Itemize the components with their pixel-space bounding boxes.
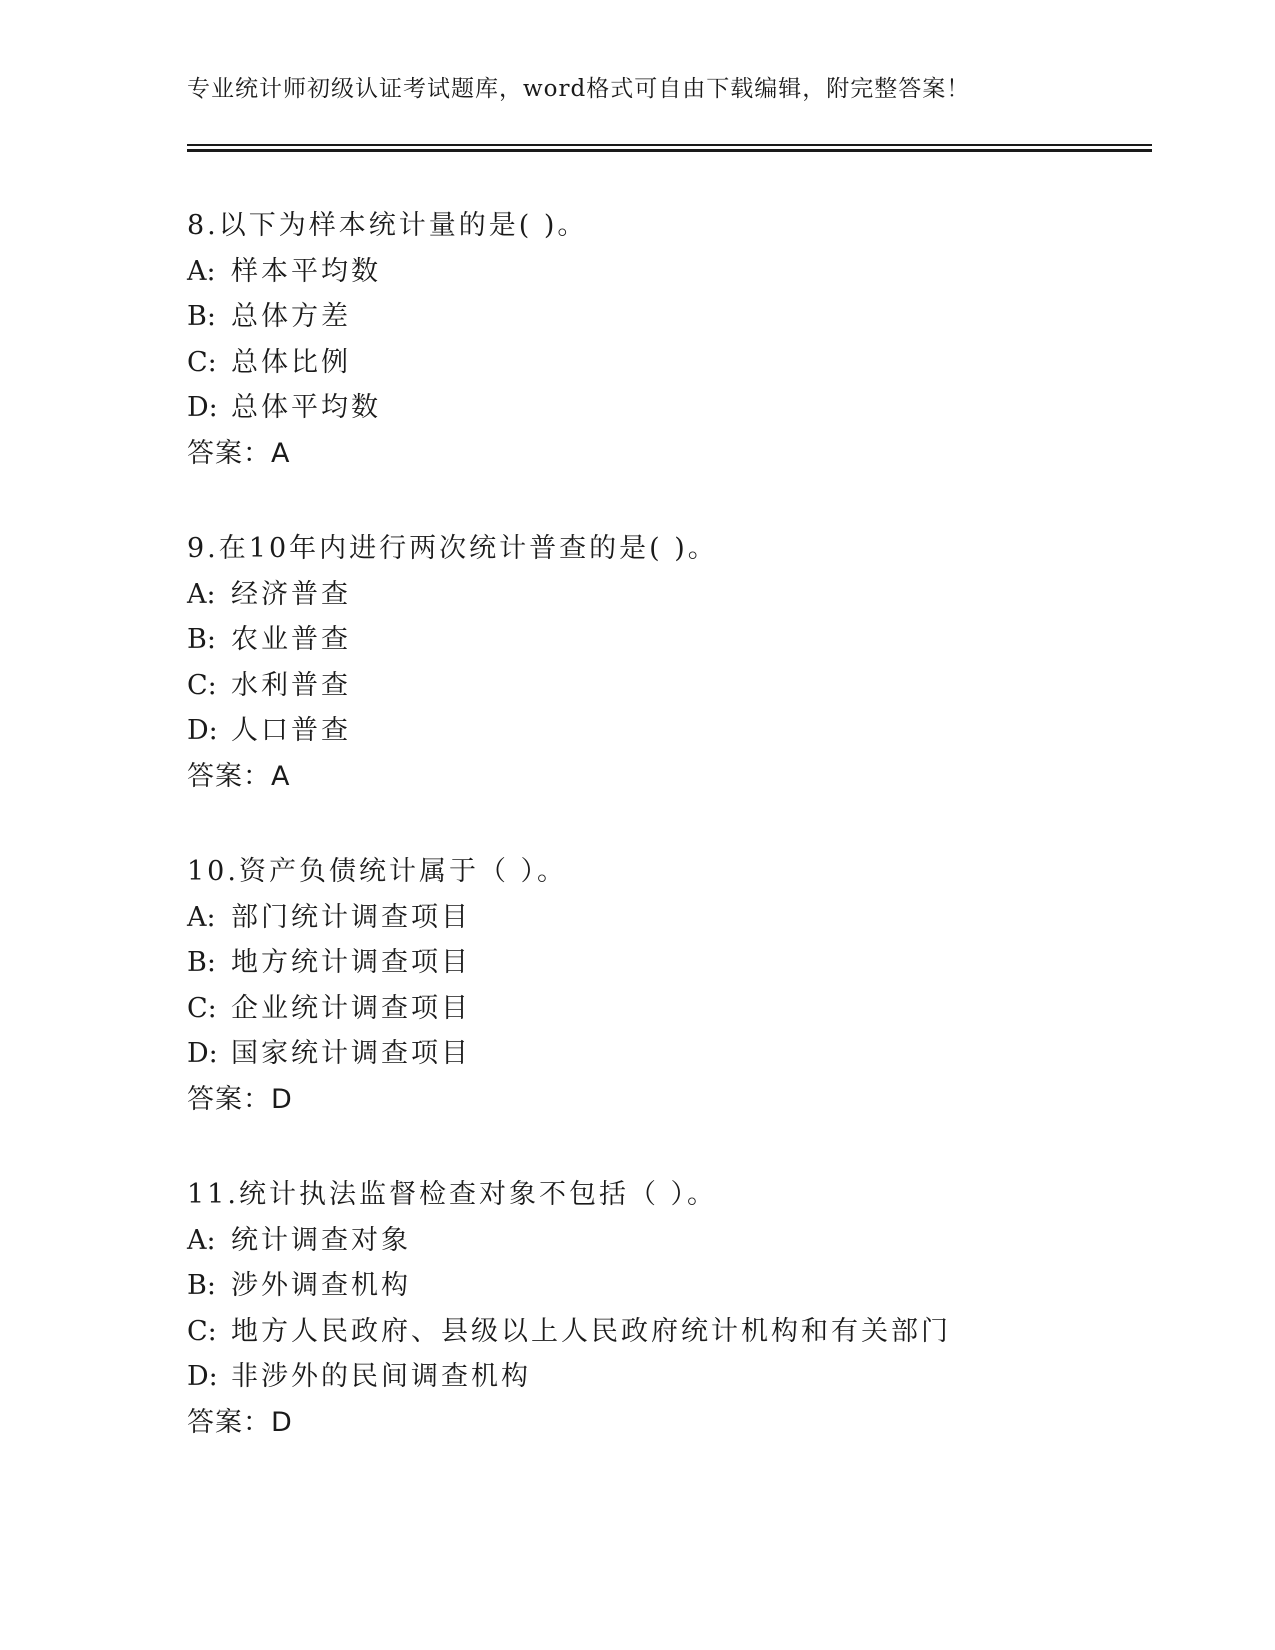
option-letter: D: <box>187 392 218 423</box>
option-letter: A: <box>187 901 216 933</box>
option-c <box>187 1309 1152 1355</box>
option-c <box>187 340 1152 386</box>
option-text: 农业普查 <box>231 624 351 655</box>
header-rule-thick <box>187 149 1152 152</box>
question-text: 8.以下为样本统计量的是( )。 <box>187 210 588 241</box>
option-a <box>187 895 1152 941</box>
option-letter: A: <box>187 578 216 610</box>
option-letter: B: <box>187 947 216 978</box>
header-rule-thin <box>187 144 1152 146</box>
option-text: 人口普查 <box>231 715 351 746</box>
answer-line: 答案：D <box>187 1406 293 1438</box>
question-text: 10.资产负债统计属于（ ）。 <box>187 856 568 887</box>
option-a <box>187 1218 1152 1264</box>
option-d <box>187 385 1152 431</box>
option-text: 总体方差 <box>231 301 351 332</box>
option-letter: B: <box>187 624 216 655</box>
question-10 <box>187 849 1152 1122</box>
answer-line: 答案：A <box>187 437 291 469</box>
question-list <box>187 203 1152 1495</box>
option-d <box>187 1354 1152 1400</box>
option-letter: C: <box>187 346 217 378</box>
option-letter: C: <box>187 992 217 1024</box>
option-letter: A: <box>187 255 216 287</box>
option-letter: D: <box>187 1361 218 1392</box>
option-text: 总体比例 <box>231 346 351 378</box>
option-d <box>187 708 1152 754</box>
option-text: 国家统计调查项目 <box>231 1038 471 1069</box>
option-b <box>187 940 1152 986</box>
option-a <box>187 249 1152 295</box>
question-11 <box>187 1172 1152 1445</box>
option-text: 统计调查对象 <box>231 1224 411 1256</box>
option-text: 水利普查 <box>231 669 351 701</box>
option-letter: C: <box>187 669 217 701</box>
option-text: 部门统计调查项目 <box>231 901 471 933</box>
option-text: 经济普查 <box>231 578 351 610</box>
option-letter: C: <box>187 1315 217 1347</box>
answer-line: 答案：A <box>187 760 291 792</box>
option-c <box>187 663 1152 709</box>
option-letter: B: <box>187 301 216 332</box>
option-d <box>187 1031 1152 1077</box>
option-b <box>187 617 1152 663</box>
option-letter: B: <box>187 1270 216 1301</box>
option-a <box>187 572 1152 618</box>
option-text: 地方统计调查项目 <box>231 947 471 978</box>
option-text: 企业统计调查项目 <box>231 992 471 1024</box>
option-letter: A: <box>187 1224 216 1256</box>
option-text: 样本平均数 <box>231 255 381 287</box>
option-text: 总体平均数 <box>231 392 381 423</box>
option-text: 地方人民政府、县级以上人民政府统计机构和有关部门 <box>231 1315 951 1347</box>
question-9 <box>187 526 1152 799</box>
option-text: 非涉外的民间调查机构 <box>231 1361 531 1392</box>
page-header-text: 专业统计师初级认证考试题库，word格式可自由下载编辑，附完整答案！ <box>187 76 971 102</box>
option-b <box>187 1263 1152 1309</box>
option-c <box>187 986 1152 1032</box>
option-b <box>187 294 1152 340</box>
answer-line: 答案：D <box>187 1083 293 1115</box>
question-8 <box>187 203 1152 476</box>
question-text: 9.在10年内进行两次统计普查的是( )。 <box>187 533 718 564</box>
option-letter: D: <box>187 1038 218 1069</box>
option-text: 涉外调查机构 <box>231 1270 411 1301</box>
option-letter: D: <box>187 715 218 746</box>
question-text: 11.统计执法监督检查对象不包括（ ）。 <box>187 1179 718 1210</box>
